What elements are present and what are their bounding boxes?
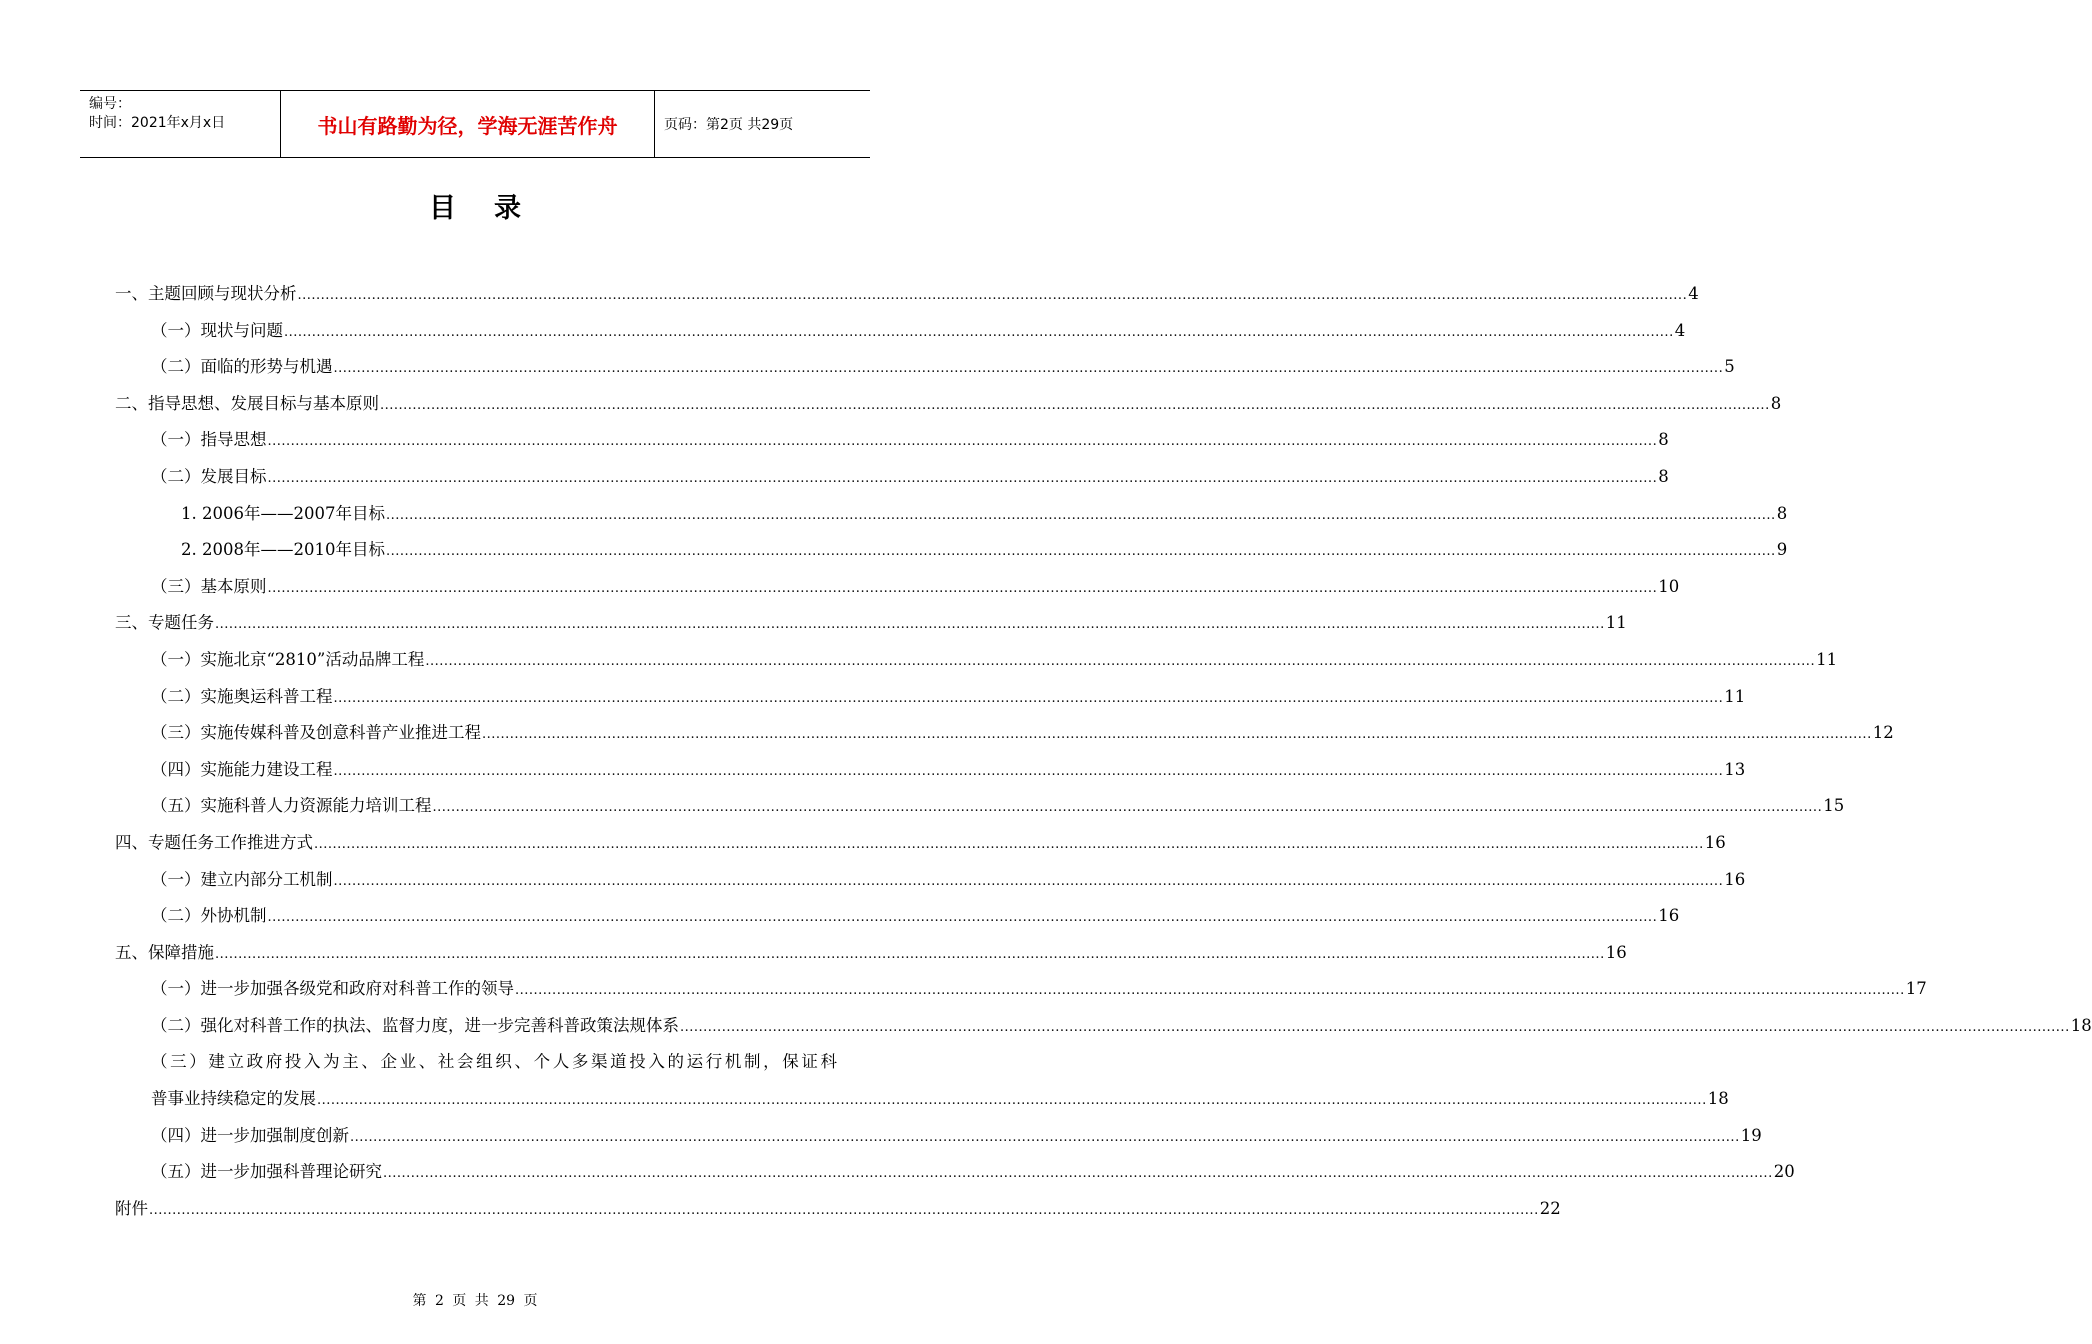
toc-leader-dots: ............................................................................................................................................................................................................................................................................................................ <box>380 397 1770 413</box>
toc-entry-page: 22 <box>1539 1198 1561 1218</box>
toc-entry-page: 5 <box>1724 357 1735 377</box>
toc-entry-label: 附件 <box>115 1198 148 1218</box>
toc-entry[interactable] <box>115 459 1669 496</box>
toc-entry[interactable] <box>115 349 1735 386</box>
toc-entry[interactable] <box>115 679 1746 716</box>
toc-entry[interactable] <box>115 715 1894 752</box>
toc-leader-dots: ............................................................................................................................................................................................................................................................................................................ <box>385 544 1776 560</box>
header-page-info: 页码：第2页 共29页 <box>664 117 794 133</box>
toc-entry-label: 二、指导思想、发展目标与基本原则 <box>115 393 379 413</box>
header-slogan: 书山有路勤为径，学海无涯苦作舟 <box>281 91 655 157</box>
toc-entry[interactable] <box>115 496 1788 533</box>
toc-entry[interactable] <box>115 1191 1561 1228</box>
toc-entry-label: 四、专题任务工作推进方式 <box>115 832 313 852</box>
page-title: 目录 <box>429 193 559 224</box>
toc-leader-dots: ............................................................................................................................................................................................................................................................................................................ <box>284 324 1674 340</box>
toc-entry-page: 11 <box>1724 686 1746 706</box>
toc-entry-label: （一）建立内部分工机制 <box>151 869 333 889</box>
toc-entry[interactable] <box>115 752 1746 789</box>
toc-leader-dots: ............................................................................................................................................................................................................................................................................................................ <box>432 800 1823 816</box>
toc-entry-label: （二）强化对科普工作的执法、监督力度，进一步完善科普政策法规体系 <box>151 1015 679 1035</box>
toc-entry-label: （二）发展目标 <box>151 466 267 486</box>
toc-entry[interactable] <box>115 1118 1762 1155</box>
toc-entry-label: （二）实施奥运科普工程 <box>151 686 333 706</box>
toc-leader-dots: ............................................................................................................................................................................................................................................................................................................ <box>385 507 1776 523</box>
toc-entry[interactable] <box>115 313 1686 350</box>
toc-entry[interactable] <box>115 1008 2092 1045</box>
toc-entry-page: 18 <box>2070 1015 2092 1035</box>
toc-leader-dots: ............................................................................................................................................................................................................................................................................................................ <box>333 763 1724 779</box>
toc-entry[interactable] <box>115 422 1669 459</box>
toc-leader-dots: ............................................................................................................................................................................................................................................................................................................ <box>267 434 1658 450</box>
toc-entry-page: 16 <box>1704 832 1726 852</box>
toc-entry[interactable] <box>115 935 1627 972</box>
toc-entry-label: （四）实施能力建设工程 <box>151 759 333 779</box>
toc-leader-dots: ............................................................................................................................................................................................................................................................................................................ <box>297 288 1688 303</box>
header-meta <box>80 91 281 157</box>
toc-entry-page: 10 <box>1658 576 1680 596</box>
toc-entry-page: 16 <box>1605 942 1627 962</box>
toc-leader-dots: ............................................................................................................................................................................................................................................................................................................ <box>482 727 1872 743</box>
table-of-contents <box>115 276 2092 1227</box>
toc-entry-label: （一）进一步加强各级党和政府对科普工作的领导 <box>151 979 514 999</box>
toc-entry[interactable] <box>115 1081 1729 1118</box>
toc-leader-dots: ............................................................................................................................................................................................................................................................................................................ <box>215 617 1605 633</box>
toc-entry-label: 2. 2008年——2010年目标 <box>181 540 385 560</box>
toc-entry-label: （三）实施传媒科普及创意科普产业推进工程 <box>151 723 481 743</box>
toc-leader-dots: ............................................................................................................................................................................................................................................................................................................ <box>425 653 1816 669</box>
toc-entry-label: （一）实施北京“2810”活动品牌工程 <box>151 649 425 669</box>
toc-leader-dots: ............................................................................................................................................................................................................................................................................................................ <box>149 1202 1539 1218</box>
toc-leader-dots: ............................................................................................................................................................................................................................................................................................................ <box>314 836 1704 852</box>
toc-entry[interactable] <box>115 276 1699 313</box>
toc-entry[interactable] <box>115 386 1782 423</box>
toc-leader-dots: ............................................................................................................................................................................................................................................................................................................ <box>350 1129 1740 1145</box>
toc-entry-page: 12 <box>1872 723 1894 743</box>
toc-leader-dots: ............................................................................................................................................................................................................................................................................................................ <box>317 1093 1707 1109</box>
toc-entry-label: （三）基本原则 <box>151 576 267 596</box>
toc-leader-dots: ............................................................................................................................................................................................................................................................................................................ <box>333 873 1724 889</box>
toc-entry-page: 8 <box>1658 430 1669 450</box>
toc-leader-dots: ............................................................................................................................................................................................................................................................................................................ <box>267 580 1658 596</box>
toc-entry[interactable] <box>115 898 1680 935</box>
toc-leader-dots: ............................................................................................................................................................................................................................................................................................................ <box>333 361 1724 377</box>
toc-entry-page: 16 <box>1658 906 1680 926</box>
toc-entry-page: 13 <box>1724 759 1746 779</box>
toc-entry-label: （二）面临的形势与机遇 <box>151 357 333 377</box>
toc-entry-page: 8 <box>1770 393 1782 413</box>
toc-entry-page: 8 <box>1658 466 1669 486</box>
toc-entry-label: （五）进一步加强科普理论研究 <box>151 1162 382 1182</box>
toc-entry[interactable] <box>115 788 1845 825</box>
toc-entry-page: 11 <box>1605 613 1627 633</box>
toc-entry-label: （一）指导思想 <box>151 430 267 450</box>
toc-leader-dots: ............................................................................................................................................................................................................................................................................................................ <box>267 910 1658 926</box>
toc-entry-page: 4 <box>1688 284 1699 303</box>
toc-entry-label: 五、保障措施 <box>115 942 214 962</box>
toc-entry[interactable] <box>115 971 1927 1008</box>
page-footer: 第 2 页 共 29 页 <box>412 1293 538 1309</box>
toc-leader-dots: ............................................................................................................................................................................................................................................................................................................ <box>383 1166 1773 1182</box>
toc-entry-page: 18 <box>1707 1089 1729 1109</box>
number-label: 编号： <box>89 96 131 112</box>
toc-leader-dots: ............................................................................................................................................................................................................................................................................................................ <box>267 470 1658 486</box>
toc-leader-dots: ............................................................................................................................................................................................................................................................................................................ <box>680 1019 2070 1035</box>
toc-entry[interactable] <box>115 532 1788 569</box>
toc-entry-page: 8 <box>1776 503 1788 523</box>
toc-entry-page: 20 <box>1773 1162 1795 1182</box>
toc-entry-page: 17 <box>1905 979 1927 999</box>
toc-leader-dots: ............................................................................................................................................................................................................................................................................................................ <box>333 690 1724 706</box>
page-header <box>80 90 870 158</box>
toc-entry-label: 1. 2006年——2007年目标 <box>181 503 385 523</box>
toc-entry-label: （四）进一步加强制度创新 <box>151 1125 349 1145</box>
toc-entry-label: （二）外协机制 <box>151 906 267 926</box>
toc-entry[interactable] <box>115 642 1838 679</box>
time-label: 时间：2021年x月x日 <box>89 115 226 131</box>
toc-entry[interactable] <box>115 1154 1795 1191</box>
toc-leader-dots: ............................................................................................................................................................................................................................................................................................................ <box>515 983 1905 999</box>
toc-entry-page: 4 <box>1674 320 1686 340</box>
toc-entry-label: （五）实施科普人力资源能力培训工程 <box>151 796 432 816</box>
toc-entry-page: 16 <box>1724 869 1746 889</box>
toc-entry-label: （一）现状与问题 <box>151 320 283 340</box>
toc-entry-page: 19 <box>1740 1125 1762 1145</box>
toc-entry[interactable] <box>115 605 1627 642</box>
toc-entry[interactable] <box>115 569 1680 606</box>
toc-entry-page: 15 <box>1823 796 1845 816</box>
toc-entry-label: 一、主题回顾与现状分析 <box>115 284 297 303</box>
toc-entry[interactable] <box>115 825 1726 862</box>
toc-leader-dots: ............................................................................................................................................................................................................................................................................................................ <box>215 946 1605 962</box>
toc-entry-label: 三、专题任务 <box>115 613 214 633</box>
toc-entry-page: 11 <box>1816 649 1838 669</box>
toc-entry[interactable]: （三）建立政府投入为主、企业、社会组织、个人多渠道投入的运行机制，保证科 <box>151 1052 837 1072</box>
toc-entry-page: 9 <box>1776 540 1788 560</box>
toc-entry-label: 普事业持续稳定的发展 <box>151 1089 316 1109</box>
toc-entry[interactable] <box>115 862 1746 899</box>
